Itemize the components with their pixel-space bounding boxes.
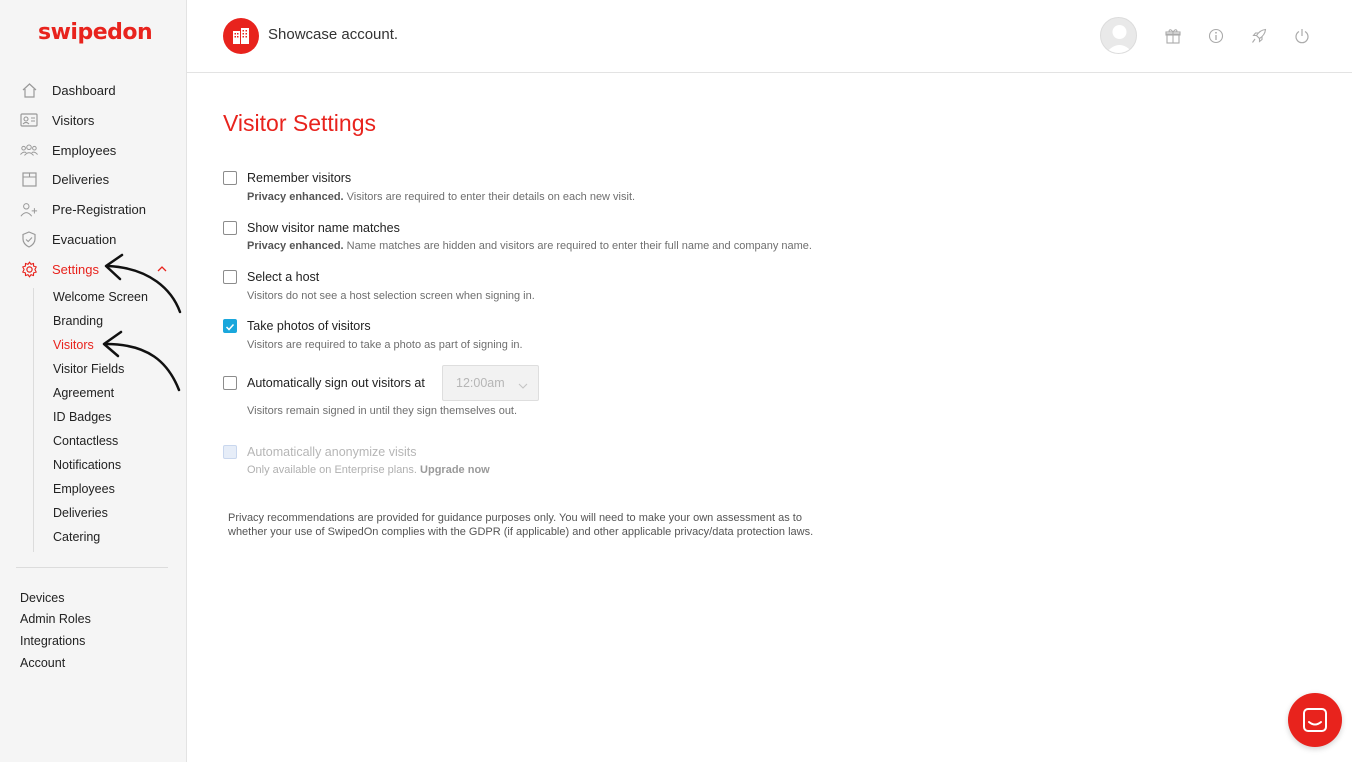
setting-description: Visitors are required to take a photo as part of signing in. [247,339,523,351]
sidebar-item-label: Settings [52,261,99,277]
submenu-item-catering[interactable]: Catering [53,530,101,544]
people-icon [20,141,38,159]
setting-description [247,191,635,203]
sidebar-item-employees[interactable] [20,139,116,161]
top-header [187,0,1352,73]
sidebar-item-dashboard[interactable] [20,79,116,101]
submenu-item-contactless[interactable]: Contactless [53,434,119,448]
submenu-item-visitor-fields[interactable]: Visitor Fields [53,362,125,376]
home-icon [20,81,38,99]
checkmark-icon [224,321,236,333]
submenu-item-branding[interactable]: Branding [53,314,104,328]
setting-label: Automatically sign out visitors at [247,376,425,390]
sign-out-time-value: 12:00am [456,376,505,390]
sidebar-item-label: Dashboard [52,82,116,98]
sidebar-item-devices[interactable]: Devices [20,591,65,605]
privacy-disclaimer: Privacy recommendations are provided for guidance purposes only. You will need to make your own assessment as to whether your use of SwipedOn complies with the GDPR (if applicable) and other applicable privacy/data protection laws. [228,512,814,538]
submenu-item-notifications[interactable]: Notifications [53,458,122,472]
sidebar-item-admin-roles[interactable]: Admin Roles [20,612,91,626]
add-user-icon [20,200,38,218]
page-title: Visitor Settings [223,110,376,136]
shield-icon [20,230,38,248]
setting-desc-text: Only available on Enterprise plans. [247,464,417,476]
setting-description [247,464,490,476]
setting-label: Select a host [247,270,320,284]
submenu-item-visitors[interactable]: Visitors [53,338,94,352]
setting-label: Take photos of visitors [247,319,371,333]
setting-description: Visitors remain signed in until they sign themselves out. [247,405,518,417]
chevron-down-icon [518,379,528,393]
submenu-item-welcome-screen[interactable]: Welcome Screen [53,290,148,304]
select-host-checkbox[interactable] [223,270,237,284]
upgrade-now-link[interactable]: Upgrade now [420,464,490,476]
sidebar-item-visitors[interactable] [20,109,94,131]
sidebar-divider [16,567,168,568]
privacy-enhanced-label: Privacy enhanced. [247,191,344,203]
gift-icon[interactable] [1163,26,1183,46]
sidebar-item-settings[interactable] [20,258,99,280]
sidebar-item-account[interactable]: Account [20,656,66,670]
chat-icon [1302,707,1328,733]
setting-desc-text: Name matches are hidden and visitors are required to enter their full name and company name. [346,240,812,252]
sidebar-item-evacuation[interactable] [20,228,116,250]
sidebar-item-pre-registration[interactable] [20,198,146,220]
sidebar-item-label: Visitors [52,112,95,128]
setting-description: Visitors do not see a host selection screen when signing in. [247,290,535,302]
swipedon-logo[interactable]: swipedon [38,20,153,45]
id-card-icon [20,111,38,129]
setting-description [247,240,812,252]
chevron-up-icon[interactable] [156,262,168,274]
setting-label: Remember visitors [247,171,352,185]
chat-launcher-button[interactable] [1288,693,1342,747]
privacy-enhanced-label: Privacy enhanced. [247,240,344,252]
sidebar [0,0,187,762]
remember-visitors-checkbox[interactable] [223,171,237,185]
power-icon[interactable] [1292,26,1312,46]
submenu-guide-line [33,288,34,552]
gear-icon [20,260,38,278]
setting-desc-text: Visitors are required to enter their details on each new visit. [346,191,636,203]
sidebar-item-deliveries[interactable] [20,168,109,190]
building-icon[interactable] [223,18,259,54]
submenu-item-deliveries[interactable]: Deliveries [53,506,108,520]
info-icon[interactable] [1206,26,1226,46]
sidebar-item-label: Employees [52,142,117,158]
package-icon [20,170,38,188]
setting-label: Automatically anonymize visits [247,445,417,459]
submenu-item-id-badges[interactable]: ID Badges [53,410,112,424]
auto-sign-out-checkbox[interactable] [223,376,237,390]
take-photos-checkbox[interactable] [223,319,237,333]
sidebar-item-label: Evacuation [52,231,117,247]
anonymize-visits-checkbox[interactable] [223,445,237,459]
sign-out-time-select[interactable] [442,365,539,401]
setting-label: Show visitor name matches [247,221,400,235]
sidebar-item-integrations[interactable]: Integrations [20,634,86,648]
sidebar-item-label: Deliveries [52,171,110,187]
show-name-matches-checkbox[interactable] [223,221,237,235]
avatar[interactable] [1100,17,1137,54]
submenu-item-employees[interactable]: Employees [53,482,115,496]
submenu-item-agreement[interactable]: Agreement [53,386,115,400]
rocket-icon[interactable] [1249,26,1269,46]
sidebar-item-label: Pre-Registration [52,201,146,217]
account-name: Showcase account. [268,26,399,43]
